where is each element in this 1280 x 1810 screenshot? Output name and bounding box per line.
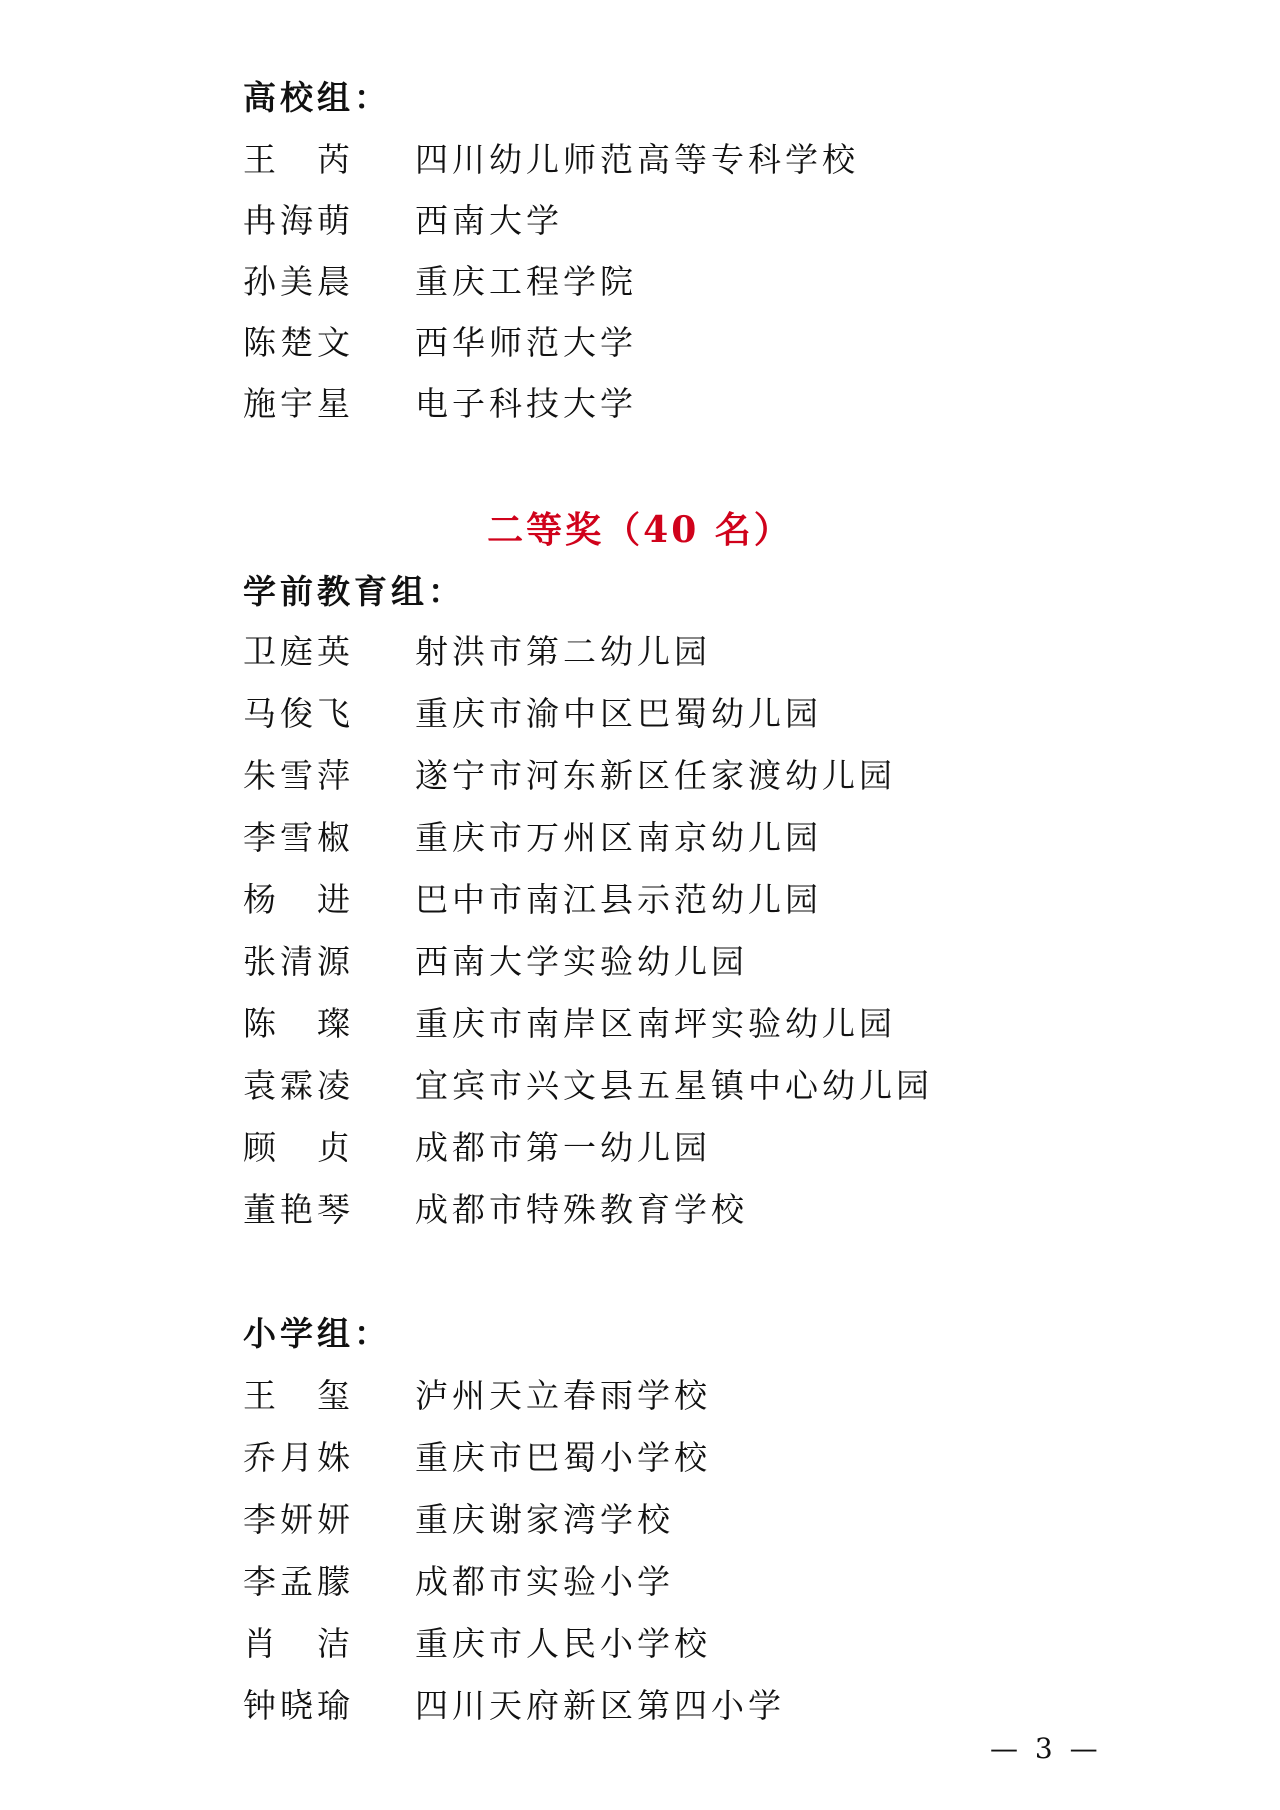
- winner-name: 朱雪萍: [243, 756, 354, 795]
- winner-name: 冉海萌: [243, 201, 354, 240]
- winner-name: 乔月姝: [243, 1438, 354, 1477]
- page-number: — 3 —: [990, 1732, 1102, 1765]
- winner-organization: 重庆市万州区南京幼儿园: [415, 818, 822, 857]
- winner-organization: 西华师范大学: [415, 323, 637, 362]
- award-heading-second-prize: 二等奖（40 名）: [487, 509, 793, 551]
- winner-organization: 重庆市人民小学校: [415, 1624, 711, 1663]
- winner-organization: 遂宁市河东新区任家渡幼儿园: [415, 756, 896, 795]
- section-title-preschool: 学前教育组：: [243, 572, 465, 611]
- winner-organization: 重庆市南岸区南坪实验幼儿园: [415, 1004, 896, 1043]
- winner-organization: 重庆市渝中区巴蜀幼儿园: [415, 694, 822, 733]
- winner-name: 施宇星: [243, 384, 354, 423]
- section-title-university: 高校组：: [243, 78, 391, 117]
- winner-name: 张清源: [243, 942, 354, 981]
- winner-organization: 宜宾市兴文县五星镇中心幼儿园: [415, 1066, 933, 1105]
- winner-organization: 泸州天立春雨学校: [415, 1376, 711, 1415]
- winner-name: 钟晓瑜: [243, 1686, 354, 1725]
- winner-organization: 电子科技大学: [415, 384, 637, 423]
- winner-name: 李雪椒: [243, 818, 354, 857]
- winner-name: 董艳琴: [243, 1190, 354, 1229]
- winner-organization: 西南大学: [415, 201, 563, 240]
- winner-name: 王 玺: [243, 1376, 354, 1415]
- winner-name: 杨 进: [243, 880, 354, 919]
- winner-organization: 成都市特殊教育学校: [415, 1190, 748, 1229]
- winner-organization: 重庆工程学院: [415, 262, 637, 301]
- winner-organization: 重庆市巴蜀小学校: [415, 1438, 711, 1477]
- winner-organization: 巴中市南江县示范幼儿园: [415, 880, 822, 919]
- winner-name: 陈 璨: [243, 1004, 354, 1043]
- winner-name: 李孟朦: [243, 1562, 354, 1601]
- winner-name: 袁霖凌: [243, 1066, 354, 1105]
- winner-organization: 成都市实验小学: [415, 1562, 674, 1601]
- winner-organization: 成都市第一幼儿园: [415, 1128, 711, 1167]
- winner-organization: 四川天府新区第四小学: [415, 1686, 785, 1725]
- winner-name: 孙美晨: [243, 262, 354, 301]
- winner-name: 肖 洁: [243, 1624, 354, 1663]
- winner-organization: 射洪市第二幼儿园: [415, 632, 711, 671]
- winner-organization: 四川幼儿师范高等专科学校: [415, 140, 859, 179]
- winner-name: 卫庭英: [243, 632, 354, 671]
- winner-name: 马俊飞: [243, 694, 354, 733]
- winner-name: 陈楚文: [243, 323, 354, 362]
- winner-name: 顾 贞: [243, 1128, 354, 1167]
- section-title-primary-school: 小学组：: [243, 1314, 391, 1353]
- winner-organization: 重庆谢家湾学校: [415, 1500, 674, 1539]
- winner-name: 王 芮: [243, 140, 354, 179]
- winner-organization: 西南大学实验幼儿园: [415, 942, 748, 981]
- winner-name: 李妍妍: [243, 1500, 354, 1539]
